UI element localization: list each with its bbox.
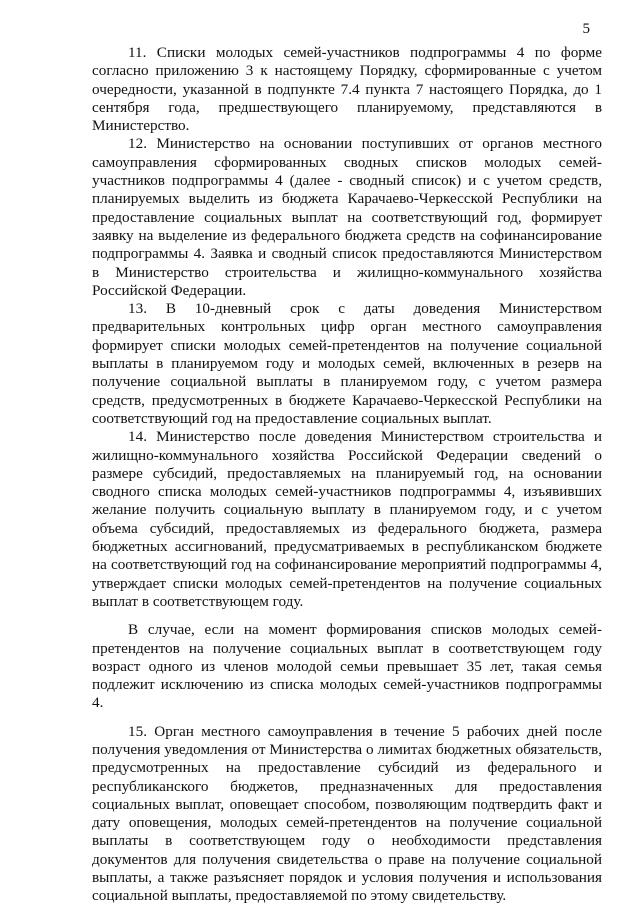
paragraph-12: 12. Министерство на основании поступивших от органов местного самоуправления сформированных сводных списков молодых семей-участников подпрограммы 4 (далее - сводный список) и с учетом средств, планируемых выделить из бюджета Карачаево-Черкесской Республики на предоставление социальных выплат на соответствующий год, формирует заявку на выделение из федерального бюджета средств на софинансирование подпрограммы 4. Заявка и сводный список предоставляются Министерством в Министерство строительства и жилищно-коммунального хозяйства Российской Федерации. — [92, 135, 602, 299]
paragraph-13: 13. В 10-дневный срок с даты доведения Министерством предварительных контрольных цифр орган местного самоуправления формирует списки молодых семей-претендентов на получение социальной выплаты в планируемом году и молодых семей, включенных в резерв на получение социальной выплаты в планируемом году, с учетом размера средств, предусмотренных в бюджете Карачаево-Черкесской Республики на соответствующий год на предоставление социальных выплат. — [92, 300, 602, 427]
paragraph-14-note: В случае, если на момент формирования списков молодых семей-претендентов на получение социальных выплат в соответствующем году возраст одного из членов молодой семьи превышает 35 лет, такая семья подлежит исключению из списка молодых семей-участников подпрограммы 4. — [92, 621, 602, 712]
paragraph-11: 11. Списки молодых семей-участников подпрограммы 4 по форме согласно приложению 3 к настоящему Порядку, сформированные с учетом очередности, указанной в подпункте 7.4 пункта 7 настоящего Порядка, до 1 сентября года, предшествующего планируемому, представляются в Министерство. — [92, 44, 602, 135]
paragraph-15: 15. Орган местного самоуправления в течение 5 рабочих дней после получения уведомления от Министерства о лимитах бюджетных обязательств, предусмотренных на предоставление субсидий из федерального и республиканского бюджетов, предназначенных для предоставления социальных выплат, оповещает способом, позволяющим подтвердить факт и дату оповещения, молодых семей-претендентов на получение социальной выплаты в соответствующем году о необходимости представления документов для получения свидетельства о праве на получение социальной выплаты, а также разъясняет порядок и условия получения и использования социальной выплаты, предоставляемой по этому свидетельству. — [92, 722, 602, 905]
paragraph-14: 14. Министерство после доведения Министерством строительства и жилищно-коммунального хозяйства Российской Федерации сведений о размере субсидий, предоставляемых на планируемый год, на основании сводного списка молодых семей-участников подпрограммы 4, изъявивших желание получить социальную выплату в планируемом году, и с учетом объема субсидий, предоставляемых из федерального бюджета, размера бюджетных ассигнований, предусматриваемых в республиканском бюджете на соответствующий год на софинансирование мероприятий подпрограммы 4, утверждает списки молодых семей-претендентов на получение социальных выплат в соответствующем году. — [92, 428, 602, 610]
document-body — [92, 44, 602, 906]
page-number: 5 — [582, 21, 590, 37]
